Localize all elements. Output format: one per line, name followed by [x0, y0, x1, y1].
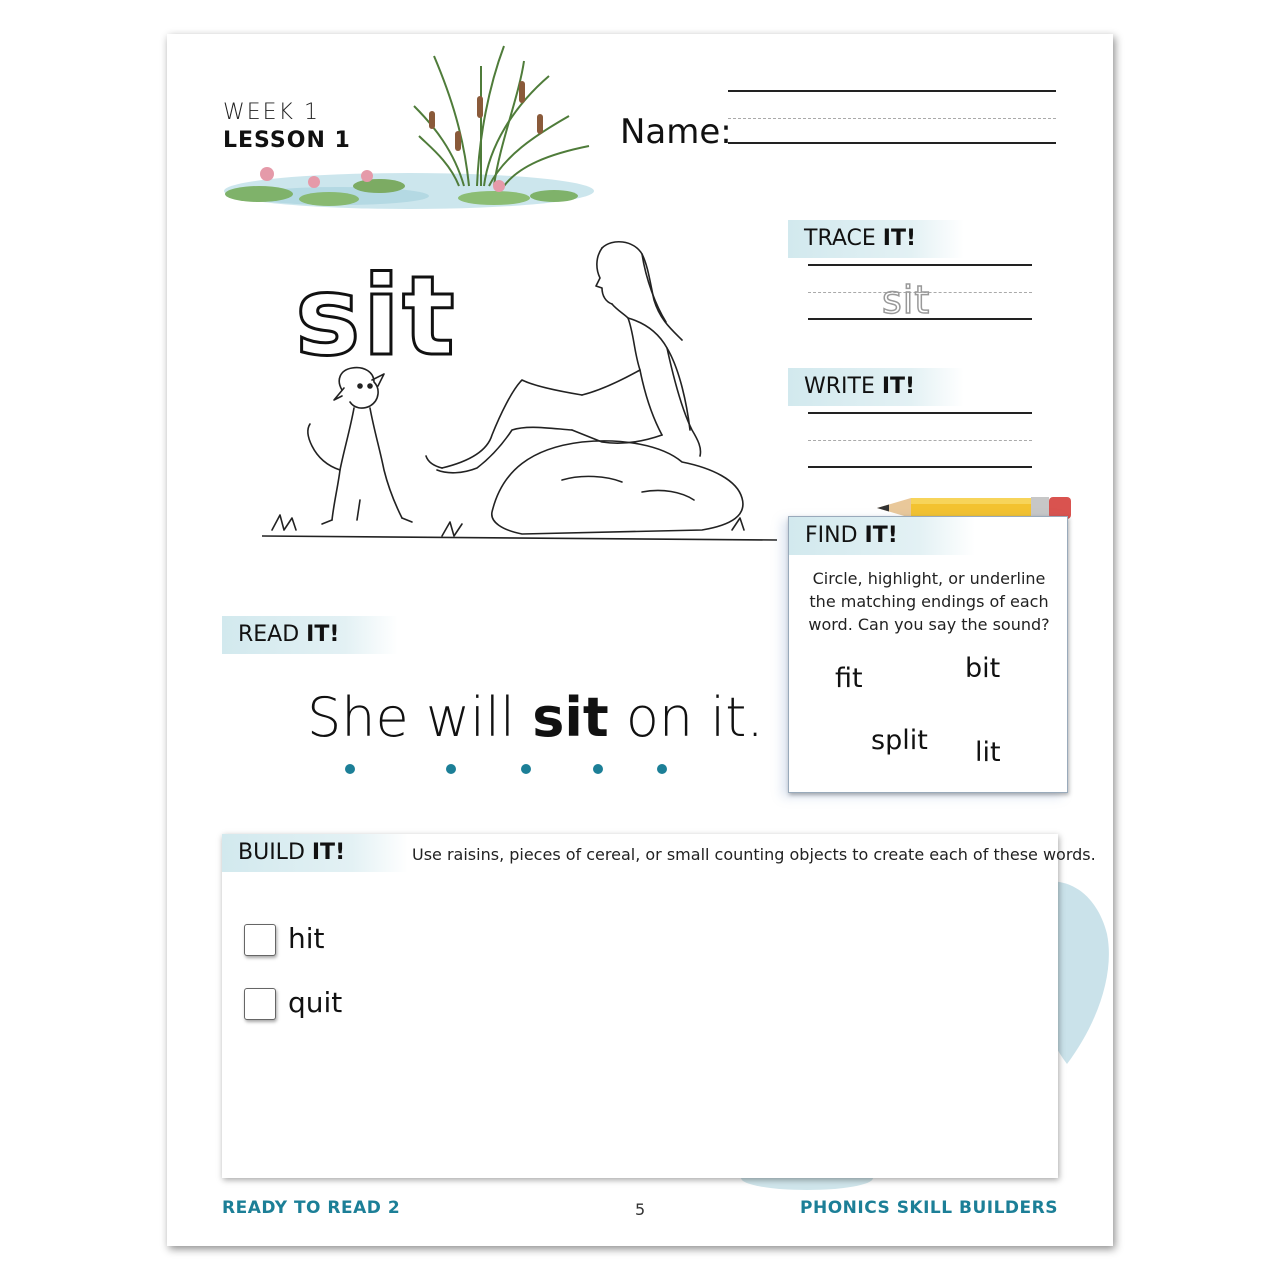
sentence-target-word: sit — [532, 686, 609, 749]
build-it-label: BUILD — [238, 840, 312, 865]
checkbox-hit[interactable] — [244, 924, 276, 956]
name-line[interactable] — [728, 142, 1056, 144]
word-dot — [657, 764, 667, 774]
find-word-bit[interactable]: bit — [965, 653, 1001, 684]
write-top-line — [808, 412, 1032, 414]
page-number: 5 — [635, 1200, 646, 1219]
build-it-box — [222, 834, 1096, 1178]
find-word-lit[interactable]: lit — [975, 737, 1001, 768]
build-it-emph: IT! — [311, 840, 346, 865]
build-word-quit: quit — [288, 986, 343, 1019]
footer-book-title: READY TO READ 2 — [222, 1198, 401, 1218]
week-label: WEEK 1 — [223, 100, 320, 125]
checkbox-quit[interactable] — [244, 988, 276, 1020]
read-it-tab — [222, 616, 398, 654]
word-dot — [345, 764, 355, 774]
footer-series-title: PHONICS SKILL BUILDERS — [800, 1198, 1058, 1218]
name-top-line — [728, 90, 1056, 92]
target-word-outline: sit — [295, 252, 457, 380]
trace-it-emph: IT! — [882, 226, 916, 251]
find-word-split[interactable]: split — [871, 725, 928, 756]
write-it-label: WRITE — [804, 374, 882, 399]
write-it-tab — [788, 368, 964, 406]
find-it-instructions: Circle, highlight, or underline the matching endings of each word. Can you say the sound? — [808, 569, 1050, 634]
build-word-hit: hit — [288, 922, 325, 955]
trace-top-line — [808, 264, 1032, 266]
word-dot — [521, 764, 531, 774]
write-base-line[interactable] — [808, 466, 1032, 468]
find-it-box — [788, 516, 1068, 793]
word-dot — [446, 764, 456, 774]
read-it-sentence — [307, 686, 764, 749]
word-dot — [593, 764, 603, 774]
find-it-emph: IT! — [864, 523, 898, 548]
name-mid-line — [728, 118, 1056, 119]
girl-and-dog-illustration — [262, 230, 777, 550]
find-word-fit[interactable]: fit — [835, 663, 863, 694]
lesson-label: LESSON 1 — [223, 128, 351, 153]
read-it-label: READ — [238, 622, 307, 647]
build-it-tab — [222, 834, 408, 872]
write-it-emph: IT! — [881, 374, 916, 399]
sentence-end: on it. — [608, 686, 764, 749]
find-it-label: FIND — [805, 523, 865, 548]
pond-illustration — [219, 36, 609, 216]
build-it-instructions: Use raisins, pieces of cereal, or small counting objects to create each of these words. — [412, 845, 1096, 864]
trace-word[interactable]: sit — [882, 278, 931, 322]
sentence-start: She will — [307, 686, 533, 749]
name-label: Name: — [620, 112, 732, 152]
trace-it-label: TRACE — [804, 226, 883, 251]
read-it-emph: IT! — [306, 622, 340, 647]
worksheet-page — [167, 34, 1113, 1246]
write-mid-line — [808, 440, 1032, 441]
trace-it-tab — [788, 220, 964, 258]
find-it-tab — [789, 517, 975, 555]
